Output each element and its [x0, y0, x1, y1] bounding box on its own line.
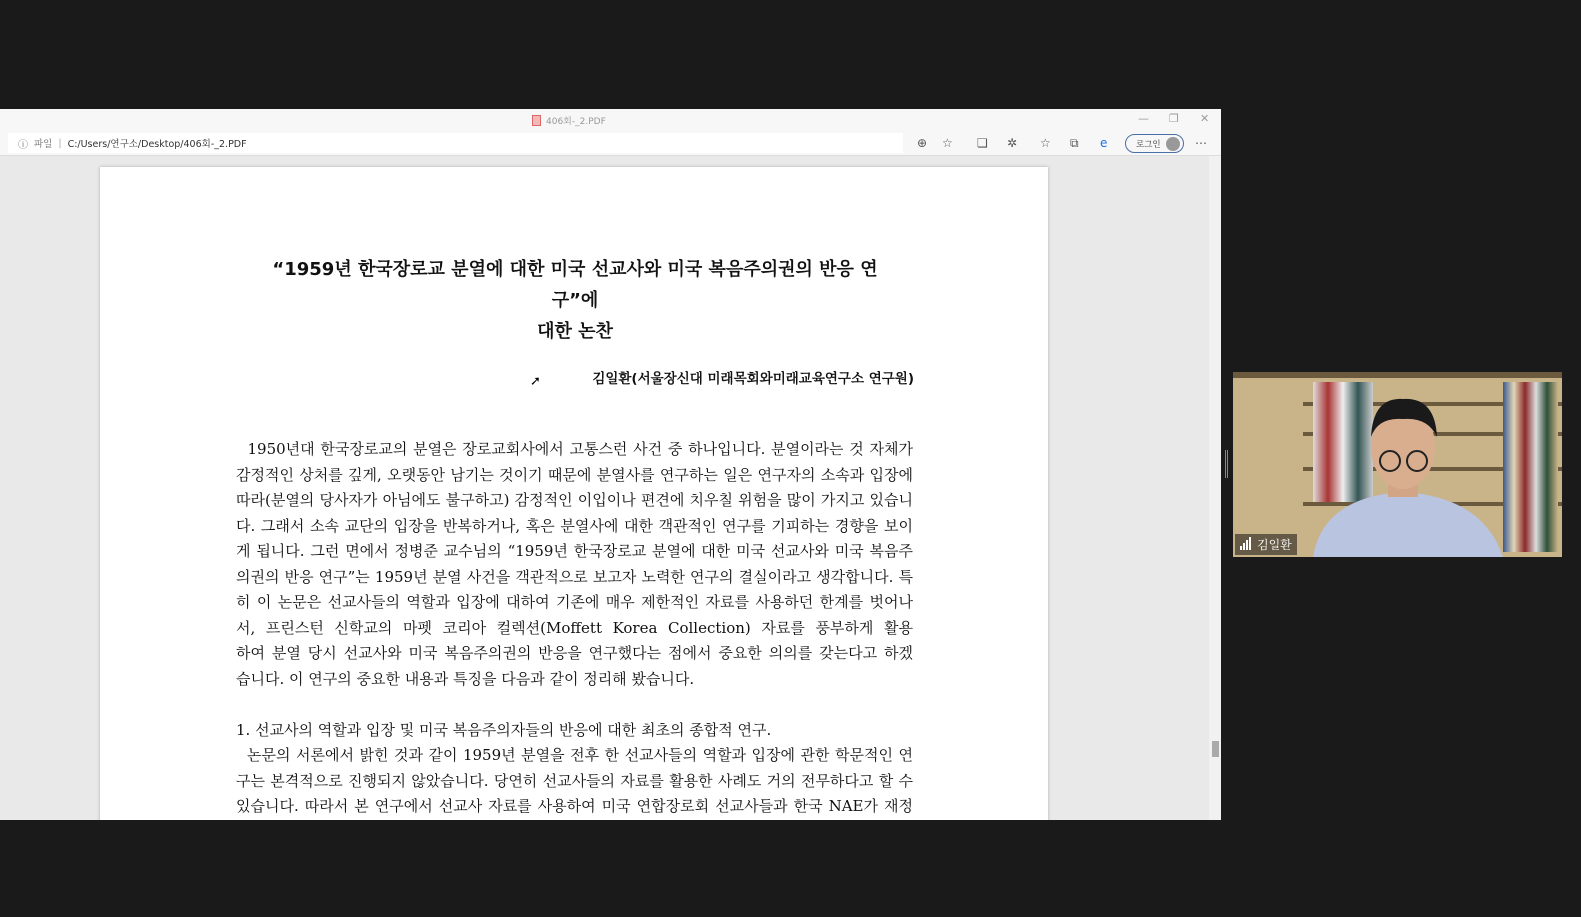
collections-icon[interactable]: ❏	[977, 136, 988, 150]
scrollbar-thumb[interactable]	[1212, 741, 1219, 757]
text-line: 따라(분열의 당사자가 아님에도 불구하고) 감정적인 이입이나 편견에 치우칠 위험을 많이 가지고 있습니	[236, 491, 913, 509]
browser-window	[0, 109, 1221, 820]
address-path[interactable]: C:/Users/연구소/Desktop/406회-_2.PDF	[67, 139, 247, 150]
minimize-button[interactable]: —	[1138, 112, 1149, 125]
text-line: 습니다. 이 연구의 중요한 내용과 특징을 다음과 같이 정리해 봤습니다.	[236, 669, 695, 688]
text-line: 히 이 논문은 선교사들의 역할과 입장에 대하여 기존에 매우 제한적인 자료를 사용하던 한계를 벗어나	[236, 593, 913, 611]
pdf-viewer[interactable]	[0, 156, 1221, 820]
more-icon[interactable]: ⋯	[1195, 136, 1207, 150]
scheme-label: 파일	[34, 139, 53, 150]
address-bar[interactable]	[8, 133, 903, 153]
ie-mode-icon[interactable]: e	[1100, 136, 1108, 150]
participant-figure	[1303, 377, 1503, 557]
text-line: 있습니다. 따라서 본 연구에서 선교사 자료를 사용하여 미국 연합장로회 선교사들과 한국 NAE가 재정	[236, 797, 913, 815]
text-line: 논문의 서론에서 밝힌 것과 같이 1959년 분열을 전후 한 선교사들의 역할과 입장에 관한 학문적인 연	[236, 746, 913, 764]
text-line: 의권의 반응 연구”는 1959년 분열 사건을 객관적으로 보고자 노력한 연구의 결실이라고 생각합니다. 특	[236, 567, 913, 586]
login-label: 로그인	[1136, 139, 1161, 150]
panel-splitter[interactable]	[1225, 450, 1228, 478]
title-bar	[0, 109, 1221, 131]
participant-video[interactable]	[1233, 372, 1562, 557]
divider: |	[58, 137, 62, 149]
login-button[interactable]	[1125, 134, 1184, 153]
title-line: 대한 논찬	[537, 321, 613, 342]
tab-title[interactable]	[532, 114, 606, 127]
pdf-page	[100, 167, 1048, 820]
text-line: 게 됩니다. 그런 면에서 정병준 교수님의 “1959년 한국장로교 분열에 대한 미국 선교사와 미국 복음주	[236, 542, 913, 560]
extensions-icon[interactable]: ✲	[1007, 136, 1018, 150]
title-line: “1959년 한국장로교 분열에 대한 미국 선교사와 미국 복음주의권의 반응 연구”에	[272, 259, 878, 311]
text-line: 하여 분열 당시 선교사와 미국 복음주의권의 반응을 연구했다는 점에서 중요한 의의를 갖는다고 하겠	[236, 644, 913, 662]
participant-name: 김일환	[1257, 538, 1292, 552]
section-heading: 1. 선교사의 역할과 입장 및 미국 복음주의자들의 반응에 대한 최초의 종합적 연구.	[236, 720, 772, 739]
mouse-cursor-icon: ➚	[530, 374, 541, 389]
tab-title-text: 406회-_2.PDF	[546, 117, 606, 127]
text-line: 다. 그래서 소속 교단의 입장을 반복하거나, 혹은 분열사에 대한 객관적인 연구를 기피하는 경향을 보이	[236, 516, 913, 535]
signal-strength-icon	[1240, 537, 1252, 553]
info-icon[interactable]: ⓘ	[18, 139, 28, 151]
text-line: 감정적인 상처를 깊게, 오랫동안 남기는 것이기 때문에 분열사를 연구하는 일은 연구자의 소속과 입장에	[236, 465, 913, 484]
pdf-file-icon	[532, 115, 541, 126]
favorites-icon[interactable]: ☆	[1040, 136, 1051, 150]
avatar	[1166, 137, 1180, 151]
zoom-in-icon[interactable]: ⊕	[917, 136, 928, 150]
toolbar	[0, 131, 1221, 156]
document-body	[236, 437, 913, 820]
author-line: 김일환(서울장신대 미래목회와미래교육연구소 연구원)	[592, 371, 914, 387]
participant-label	[1235, 534, 1297, 555]
close-button[interactable]: ✕	[1200, 112, 1210, 125]
text-line: 서, 프린스턴 신학교의 마펫 코리아 컬렉션(Moffett Korea Collection) 자료를 풍부하게 활용	[236, 618, 913, 637]
restore-button[interactable]: ❐	[1169, 112, 1179, 125]
text-line: 1950년대 한국장로교의 분열은 장로교회사에서 고통스런 사건 중 하나입니다. 분열이라는 것 자체가	[236, 440, 913, 458]
document-title	[250, 254, 900, 347]
favorite-add-icon[interactable]: ☆	[942, 136, 953, 150]
text-line: 구는 본격적으로 진행되지 않았습니다. 당연히 선교사들의 자료를 활용한 사례도 거의 전무하다고 할 수	[236, 771, 913, 790]
tab-icon[interactable]: ⧉	[1070, 136, 1079, 150]
scrollbar[interactable]	[1209, 156, 1221, 820]
